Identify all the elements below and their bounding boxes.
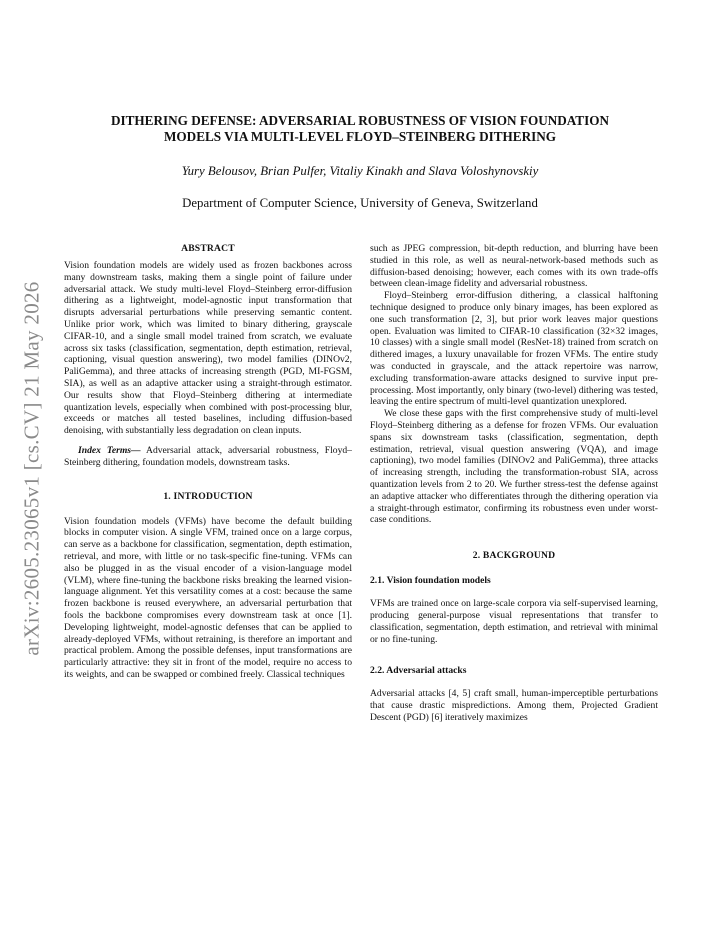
index-terms-text: Adversarial attack, adversarial robustness, Floyd–Steinberg dithering, foundation models, downstream tasks. xyxy=(64,444,352,468)
intro-cont-paragraph-1: such as JPEG compression, bit-depth reduction, and blurring have been studied in this role, as well as neural-network-based methods such as diffusion-based denoising; however, each comes with its own trade-offs between clean-image fidelity and adversarial robustness. xyxy=(370,243,658,290)
arxiv-stamp-text: arXiv:2605.23065v1 [cs.CV] 21 May 2026 xyxy=(19,280,44,656)
left-column xyxy=(64,243,352,681)
subsection-2-1-heading: 2.1. Vision foundation models xyxy=(370,575,491,587)
author-list: Yury Belousov, Brian Pulfer, Vitaliy Kinakh and Slava Voloshynovskiy xyxy=(181,164,539,178)
background-heading: 2. BACKGROUND xyxy=(472,550,556,562)
title-line-2: MODELS VIA MULTI-LEVEL FLOYD–STEINBERG DITHERING xyxy=(163,129,557,144)
intro-cont-paragraph-2: Floyd–Steinberg error-diffusion dithering, a classical halftoning technique designed to produce only binary images, has been explored as one such transformation [2, 3], but prior work leaves major questions open. Evaluation was limited to CIFAR-10 classification (32×32 images, 10 classes) with a single small model (ResNet-18) trained from scratch on dithered images, a luxury unavailable for frozen VFMs. The entire study was conducted in grayscale, and the attack repertoire was narrow, excluding transformation-aware attacks designed to survive input pre-processing. Most importantly, only binary (two-level) dithering was tested, leaving the entire spectrum of multi-level quantization unexplored. xyxy=(370,290,658,408)
paper-title xyxy=(60,113,660,145)
intro-body: Vision foundation models (VFMs) have become the default building blocks in computer vision. A single VFM, trained once on a large corpus, can serve as a backbone for classification, segmentation, depth estimation, retrieval, and more, with little or no task-specific fine-tuning. VFMs can also be plugged in as the visual encoder of a vision-language model (VLM), where fine-tuning the backbone risks breaking the learned vision-language alignment. Yet this versatility comes at a cost: because the same frozen backbone is reused everywhere, an adversarial perturbation that fools the backbone compromises every downstream task at once [1]. Developing lightweight, model-agnostic defenses that can be applied to already-deployed VFMs, without retraining, is therefore an important and practical problem. Among the possible defenses, input transformations are particularly attractive: they sit in front of the model, require no access to its weights, and can be swapped or combined freely. Classical techniques xyxy=(64,515,352,680)
index-terms xyxy=(64,445,352,469)
subsection-2-1-body: VFMs are trained once on large-scale corpora via self-supervised learning, producing general-purpose visual representations that transfer to classification, segmentation, depth estimation, and retrieval with minimal or no fine-tuning. xyxy=(370,598,658,645)
title-line-1: DITHERING DEFENSE: ADVERSARIAL ROBUSTNESS OF VISION FOUNDATION xyxy=(110,113,610,128)
abstract-heading: ABSTRACT xyxy=(181,243,235,254)
intro-heading: 1. INTRODUCTION xyxy=(163,490,253,502)
index-terms-label: Index Terms— xyxy=(78,444,141,456)
affiliation: Department of Computer Science, University of Geneva, Switzerland xyxy=(182,196,538,210)
arxiv-side-stamp xyxy=(20,258,44,678)
right-column xyxy=(370,243,658,724)
abstract-body: Vision foundation models are widely used as frozen backbones across many downstream tasks, making them a single point of failure under adversarial attack. We study multi-level Floyd–Steinberg error-diffusion dithering as a lightweight, model-agnostic input transformation that disrupts adversarial perturbations while preserving semantic content. Unlike prior work, which was limited to binary dithering, grayscale CIFAR-10, and a single small model trained from scratch, we evaluate across six tasks (classification, segmentation, depth estimation, retrieval, captioning, visual question answering), two model families (DINOv2, PaliGemma), and three attacks of increasing strength (PGD, MI-FGSM, SIA), as well as an adaptive attacker using a straight-through estimator. Our results show that Floyd–Steinberg dithering at intermediate quantization levels, especially when combined with post-processing blur, exceeds or matches all tested baselines, including diffusion-based denoising, with substantially less degradation on clean inputs. xyxy=(64,260,352,437)
subsection-2-2-body: Adversarial attacks [4, 5] craft small, human-imperceptible perturbations that cause drastic mispredictions. Among them, Projected Gradient Descent (PGD) [6] iteratively maximizes xyxy=(370,688,658,723)
subsection-2-2-heading: 2.2. Adversarial attacks xyxy=(370,665,467,677)
intro-cont-paragraph-3: We close these gaps with the first comprehensive study of multi-level Floyd–Steinberg dithering as a defense for frozen VFMs. Our evaluation spans six downstream tasks (classification, segmentation, depth estimation, retrieval, visual question answering (VQA), and image captioning), two model families (DINOv2 and PaliGemma), three attacks of increasing strength, including the transformation-robust SIA, across quantization levels from 2 to 20. We further stress-test the defense against an adaptive attacker who differentiates through the dithering operation via a straight-through estimator, confirming its robustness even under worst-case conditions. xyxy=(370,408,658,526)
